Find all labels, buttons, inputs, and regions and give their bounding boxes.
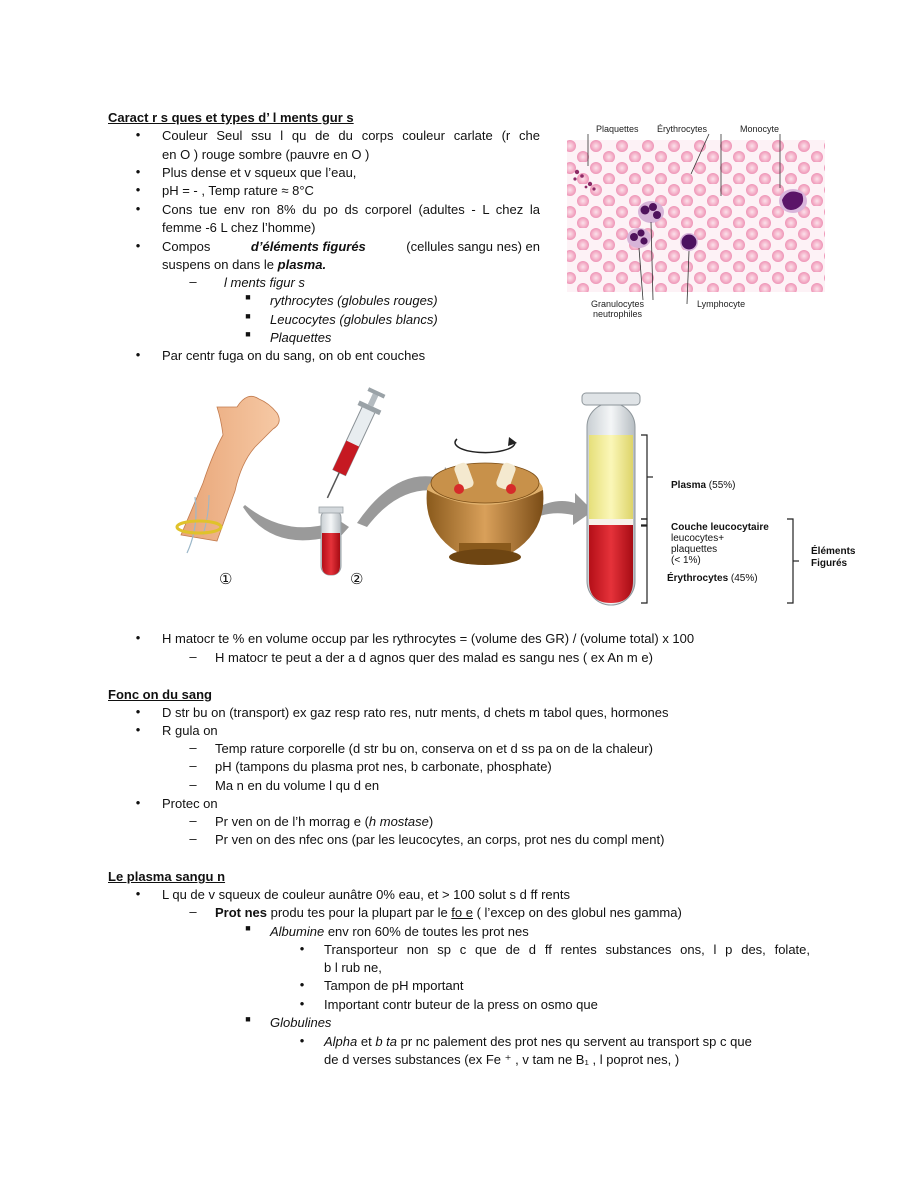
label-erythrocytes: Érythrocytes — [657, 124, 708, 134]
bullet: • — [135, 127, 141, 142]
section-title-function: Fonc on du sang — [108, 687, 212, 702]
label-bold: Plasma — [671, 480, 707, 491]
text-italic: b ta — [375, 1034, 398, 1049]
text-line: Par centr fuga on du sang, on ob ent couches — [162, 348, 426, 363]
dot-bullet: • — [299, 1033, 305, 1048]
text-line: Ma n en du volume l qu d en — [215, 778, 380, 793]
text: env ron 60% de toutes les prot nes — [324, 924, 529, 939]
text-line: pH = - , Temp rature ≈ 8°C — [162, 183, 314, 198]
label-erythrocytes-pct — [667, 573, 758, 584]
label-line: Éléments — [811, 546, 856, 557]
text-bold: plasma. — [277, 257, 327, 272]
label-buffy-coat — [671, 522, 769, 566]
text-line: pH (tampons du plasma prot nes, b carbonate, phosphate) — [215, 759, 552, 774]
text-line: D str bu on (transport) ex gaz resp rato res, nutr ments, d chets m tabol ques, hormones — [162, 705, 669, 720]
label-monocyte: Monocyte — [740, 124, 780, 134]
text-line — [324, 1033, 752, 1051]
label-bold: Couche leucocytaire — [671, 522, 769, 533]
text-line — [215, 904, 682, 922]
step-1-label: ① — [219, 571, 233, 588]
text: Compos — [162, 239, 211, 254]
label-line: Granulocytes — [591, 299, 645, 309]
text-line: H matocr te peut a der a d agnos quer des malad es sangu nes ( ex An m e) — [215, 650, 653, 665]
centrifugation-illustration — [175, 385, 875, 610]
bullet: • — [135, 795, 141, 810]
text-line: L qu de v squeux de couleur aunâtre 0% eau, et > 100 solut s d ff rents — [162, 887, 570, 902]
text-bold: d’éléments figurés — [250, 239, 366, 254]
dash: – — [189, 813, 197, 828]
label-text: (< 1%) — [671, 555, 701, 566]
text-bold: Prot nes — [215, 905, 268, 920]
text-line: H matocr te % en volume occup par les rythrocytes = (volume des GR) / (volume total) x 100 — [162, 631, 695, 646]
blood-smear-figure — [563, 118, 825, 323]
text: pr nc palement des prot nes qu servent au transport sp c que — [397, 1034, 752, 1049]
text: ) — [428, 814, 434, 829]
label-plasma — [671, 480, 735, 491]
dot-bullet: • — [299, 996, 305, 1011]
text: produ tes pour la plupart par le — [267, 905, 452, 920]
text-line: Cons tue env ron 8% du po ds corporel (adultes - L chez la — [162, 202, 540, 217]
label-elements-figures — [811, 546, 855, 570]
text-line: femme -6 L chez l’homme) — [162, 220, 316, 235]
text-line: R gula on — [162, 723, 218, 738]
text-line — [162, 238, 540, 256]
bullet: • — [135, 630, 141, 645]
text-line — [162, 256, 326, 274]
text-line — [270, 923, 529, 941]
label-text: plaquettes — [671, 544, 718, 555]
bullet: • — [135, 704, 141, 719]
dash: – — [189, 740, 197, 755]
text-line: Protec on — [162, 796, 218, 811]
text-line: Couleur Seul ssu l qu de du corps couleur carlate (r che — [162, 128, 540, 143]
text-line: Leucocytes (globules blancs) — [270, 312, 438, 327]
dot-bullet: • — [299, 941, 305, 956]
label-line: Figurés — [811, 558, 848, 569]
section-title-characteristics: Caract r s ques et types d’ l ments gur s — [108, 110, 354, 125]
label-plaquettes: Plaquettes — [596, 124, 639, 134]
label-line: neutrophiles — [592, 309, 643, 319]
bullet: • — [135, 201, 141, 216]
dash: – — [189, 274, 197, 289]
bullet: • — [135, 886, 141, 901]
text-line: b l rub ne, — [324, 960, 382, 975]
label-bold: Érythrocytes — [667, 573, 729, 584]
bullet: • — [135, 238, 141, 253]
label-text: (45%) — [728, 573, 758, 584]
label-lymphocyte: Lymphocyte — [697, 299, 746, 309]
text: suspens on dans le — [162, 257, 278, 272]
text-line: Tampon de pH mportant — [324, 978, 464, 993]
text-line: Transporteur non sp c que de d ff rentes substances ons, l p des, folate, — [324, 942, 810, 957]
text-underline: fo e — [451, 905, 473, 920]
text-line: l ments figur s — [224, 275, 305, 290]
text-line: en O ) rouge sombre (pauvre en O ) — [162, 147, 370, 162]
bullet: • — [135, 722, 141, 737]
dash: – — [189, 758, 197, 773]
dot-bullet: • — [299, 977, 305, 992]
square-bullet: ■ — [245, 329, 251, 339]
text-line: de d verses substances (ex Fe ⁺ , v tam ne B₁ , l poprot nes, ) — [324, 1052, 680, 1067]
text-italic: Albumine — [270, 924, 325, 939]
dash: – — [189, 649, 197, 664]
bullet: • — [135, 164, 141, 179]
label-granulocytes — [591, 299, 644, 319]
text-line: Important contr buteur de la press on osmo que — [324, 997, 598, 1012]
dash: – — [189, 904, 197, 919]
text: (cellules sangu nes) en — [406, 239, 540, 254]
text-line: Plaquettes — [270, 330, 332, 345]
label-text: (55%) — [706, 480, 736, 491]
square-bullet: ■ — [245, 292, 251, 302]
text-italic: h mostase — [368, 814, 429, 829]
square-bullet: ■ — [245, 1014, 251, 1024]
text-line: Globulines — [270, 1015, 332, 1030]
blood-smear-image — [563, 118, 825, 323]
text-line: rythrocytes (globules rouges) — [270, 293, 438, 308]
step-2-label: ② — [350, 571, 364, 588]
label-text: leucocytes+ — [671, 533, 725, 544]
bullet: • — [135, 347, 141, 362]
dash: – — [189, 777, 197, 792]
text: et — [357, 1034, 376, 1049]
text-italic: Alpha — [324, 1034, 358, 1049]
text-line — [215, 813, 433, 831]
text: ( l’excep on des globul nes gamma) — [472, 905, 682, 920]
text-line: Plus dense et v squeux que l’eau, — [162, 165, 357, 180]
centrifugation-figure — [175, 385, 875, 610]
square-bullet: ■ — [245, 311, 251, 321]
square-bullet: ■ — [245, 923, 251, 933]
dash: – — [189, 831, 197, 846]
text-line: Temp rature corporelle (d str bu on, conserva on et d ss pa on de la chaleur) — [215, 741, 653, 756]
bullet: • — [135, 182, 141, 197]
section-title-plasma: Le plasma sangu n — [108, 869, 226, 884]
text-line: Pr ven on des nfec ons (par les leucocytes, an corps, prot nes du compl ment) — [215, 832, 665, 847]
text: Pr ven on de l’h morrag e ( — [215, 814, 369, 829]
